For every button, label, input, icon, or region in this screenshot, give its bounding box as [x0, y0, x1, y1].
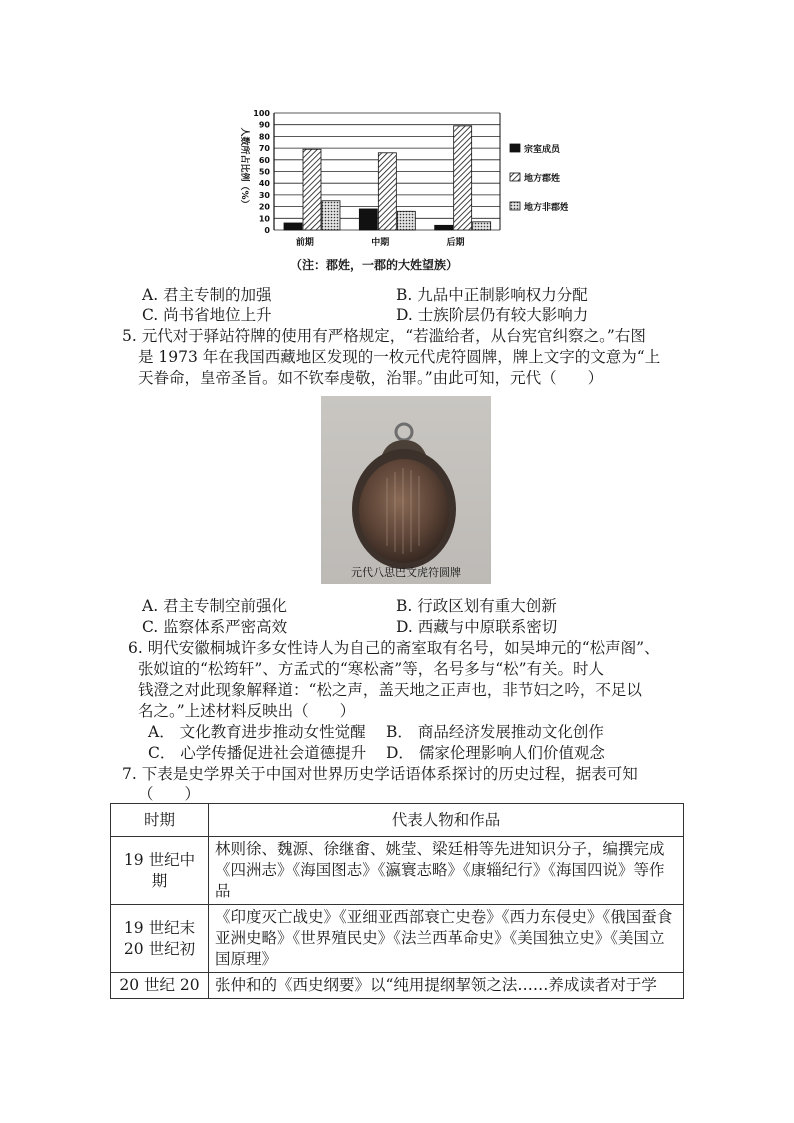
q5-stem-line2: 是 1973 年在我国西藏地区发现的一枚元代虎符圆牌，牌上文字的文意为“上 [138, 348, 661, 366]
bar [397, 211, 415, 230]
y-tick-label: 80 [258, 132, 270, 142]
q6-option-d[interactable]: D． 儒家伦理影响人们价值观念 [386, 744, 605, 762]
q6-option-b[interactable]: B． 商品经济发展推动文化创作 [386, 723, 604, 741]
y-tick-label: 20 [258, 202, 270, 212]
y-tick-label: 50 [258, 167, 270, 177]
bar [284, 223, 302, 230]
bar-chart [228, 108, 568, 278]
tiger-tally-photo [321, 396, 491, 584]
y-tick-label: 40 [258, 179, 270, 189]
q4-option-a[interactable]: A. 君主专制的加强 [142, 286, 272, 304]
q6-stem-line1: 6. 明代安徽桐城许多女性诗人为自己的斋室取有名号，如吴坤元的“松声阁”、 [128, 639, 660, 657]
tiger-tally-image [321, 396, 491, 584]
q5-option-b[interactable]: B. 行政区划有重大创新 [396, 597, 557, 615]
bar-chart-svg [228, 108, 568, 278]
q5-stem-line1: 5. 元代对于驿站符牌的使用有严格规定，“若滥给者，从台宪官纠察之。”右图 [122, 327, 646, 345]
legend-swatch [510, 202, 520, 210]
q6-stem-line3: 钱澄之对此现象解释道：“松之声，盖天地之正声也，非节妇之吟，不足以 [138, 681, 642, 699]
q6-option-a[interactable]: A． 文化教育进步推动女性觉醒 [148, 723, 366, 741]
y-tick-label: 10 [258, 214, 270, 224]
table-cell-works: 《印度灭亡战史》《亚细亚西部衰亡史卷》《西力东侵史》《俄国蚕食亚洲史略》《世界殖民史》《法兰西革命史》《美国独立史》《美国立国原理》 [209, 905, 684, 973]
legend-label: 地方非郡姓 [524, 203, 568, 213]
q5-option-a[interactable]: A. 君主专制空前强化 [142, 597, 288, 615]
chart-note: （注：郡姓，一郡的大姓望族） [290, 258, 459, 272]
y-tick-label: 60 [258, 155, 270, 165]
table-row [111, 905, 684, 973]
table-row [111, 837, 684, 905]
table-cell-period: 19 世纪中期 [111, 837, 209, 905]
legend-label: 地方郡姓 [524, 174, 561, 184]
bar [359, 209, 377, 230]
photo-caption: 元代八思巴文虎符圆牌 [351, 566, 461, 579]
q6-stem-line2: 张姒谊的“松筠轩”、方孟式的“寒松斋”等，名号多与“松”有关。时人 [138, 660, 605, 678]
bar [322, 201, 340, 230]
table-row [111, 973, 684, 999]
x-tick-label: 中期 [371, 238, 390, 248]
table-cell-works: 林则徐、魏源、徐继畬、姚莹、梁廷枏等先进知识分子，编撰完成《四洲志》《海国图志》《瀛寰志略》《康辎纪行》《海国四说》等作品 [209, 837, 684, 905]
q7-stem-line1: 7. 下表是史学界关于中国对世界历史学话语体系探讨的历史过程，据表可知 [122, 765, 638, 783]
bar [303, 149, 321, 230]
legend-label: 宗室成员 [524, 145, 561, 155]
bar [435, 225, 453, 230]
table-header-works: 代表人物和作品 [209, 804, 684, 837]
table-cell-period: 20 世纪 20 [111, 973, 209, 999]
y-tick-label: 70 [258, 144, 270, 154]
q6-stem-line4: 名之。”上述材料反映出（ ） [138, 702, 356, 720]
y-tick-label: 100 [253, 109, 270, 118]
x-tick-label: 后期 [446, 238, 465, 248]
legend-swatch [510, 144, 520, 152]
q4-option-d[interactable]: D. 士族阶层仍有较大影响力 [396, 306, 589, 324]
table-cell-period: 19 世纪末 20 世纪初 [111, 905, 209, 973]
q4-option-b[interactable]: B. 九品中正制影响权力分配 [396, 286, 588, 304]
q5-stem-line3: 天眷命，皇帝圣旨。如不钦奉虔敬，治罪。”由此可知，元代（ ） [138, 369, 604, 387]
y-tick-label: 30 [258, 190, 270, 200]
q7-stem-line2: （ ） [138, 785, 201, 803]
y-tick-label: 0 [264, 226, 270, 235]
bar [378, 153, 396, 230]
table-cell-works: 张仲和的《西史纲要》以“纯用提纲挈领之法……养成读者对于学 [209, 973, 684, 999]
q4-option-c[interactable]: C. 尚书省地位上升 [142, 306, 272, 324]
q6-option-c[interactable]: C． 心学传播促进社会道德提升 [148, 744, 367, 762]
y-tick-label: 90 [258, 120, 270, 130]
legend-swatch [510, 173, 520, 181]
q5-option-c[interactable]: C. 监察体系严密高效 [142, 618, 288, 636]
history-table [110, 803, 684, 999]
y-axis-label: 人数所占比例（%） [239, 127, 249, 209]
table-header-row [111, 804, 684, 837]
table-header-period: 时期 [111, 804, 209, 837]
x-tick-label: 前期 [295, 238, 314, 248]
bar [473, 222, 491, 230]
bar [454, 126, 472, 230]
q5-option-d[interactable]: D. 西藏与中原联系密切 [396, 618, 558, 636]
